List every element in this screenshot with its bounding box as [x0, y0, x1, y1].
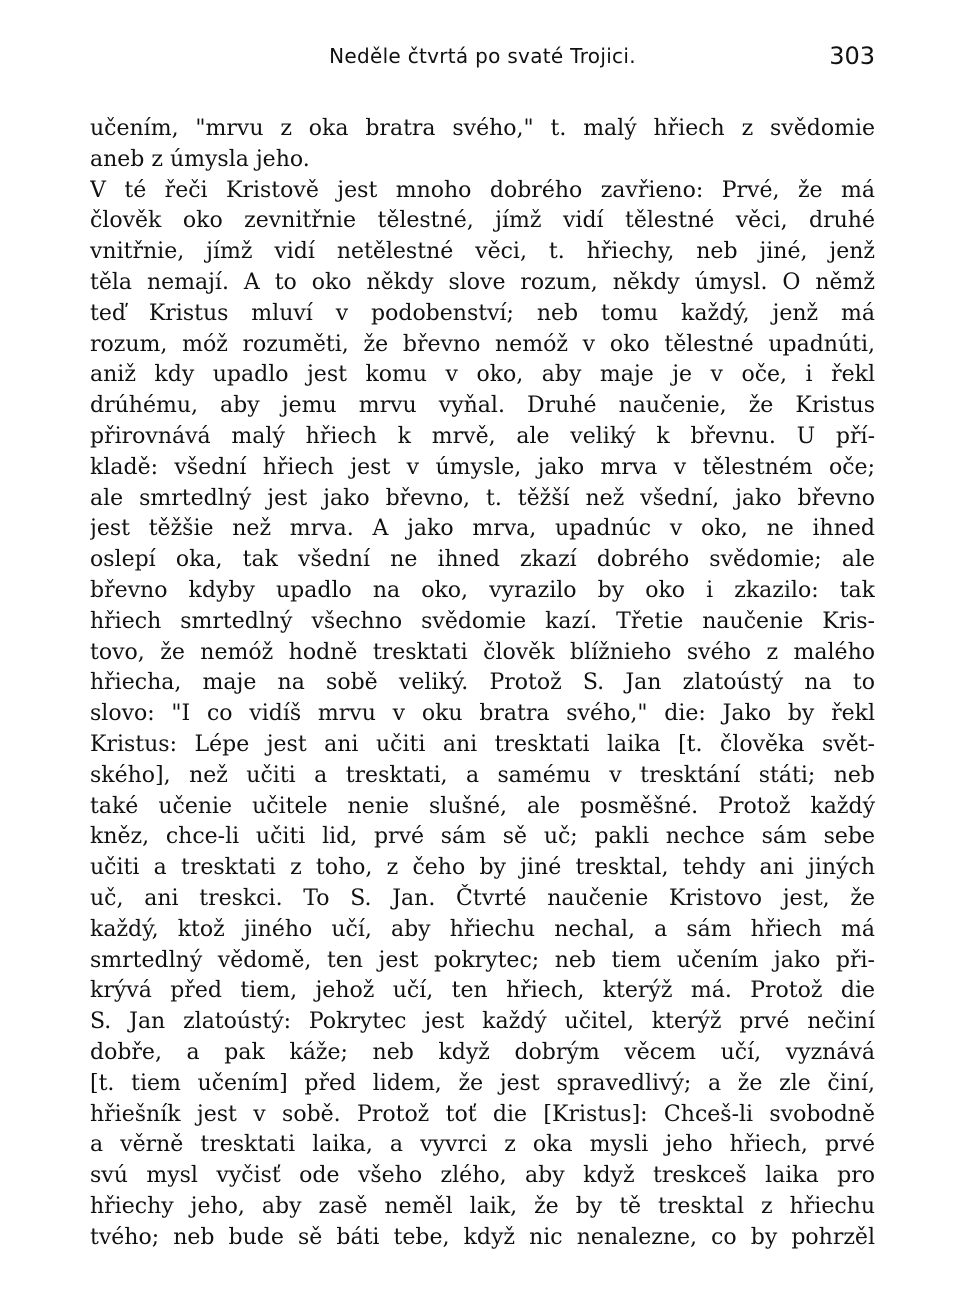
text-line: [t. tiem učením] před lidem, že jest spravedlivý; a že zle činí, — [90, 1070, 875, 1096]
text-line: slovo: "I co vidíš mrvu v oku bratra svého," die: Jako by řekl — [90, 701, 875, 727]
text-line: S. Jan zlatoústý: Pokrytec jest každý učitel, kterýž prvé nečiní — [90, 1009, 875, 1035]
text-line: smrtedlný vědomě, ten jest pokrytec; neb tiem učením jako při- — [90, 947, 875, 973]
text-line: aniž kdy upadlo jest komu v oko, aby maje je v oče, i řekl — [90, 362, 875, 388]
text-line: teď Kristus mluví v podobenství; neb tomu každý, jenž má — [90, 300, 875, 326]
text-line: člověk oko zevnitřnie tělestné, jímž vidí tělestné věci, druhé — [90, 208, 875, 234]
text-line: hřiech smrtedlný všechno svědomie kazí. Třetie naučenie Kris- — [90, 608, 875, 634]
text-line: břevno kdyby upadlo na oko, vyrazilo by oko i zkazilo: tak — [90, 577, 875, 603]
text-line: V té řeči Kristově jest mnoho dobrého zavřieno: Prvé, že má — [90, 177, 875, 203]
text-line: hřiechy jeho, aby zasě neměl laik, že by tě tresktal z hřiechu — [90, 1193, 875, 1219]
text-line: krývá před tiem, jehož učí, ten hřiech, kterýž má. Protož die — [90, 978, 875, 1004]
text-line: Kristus: Lépe jest ani učiti ani tresktati laika [t. člověka svět- — [90, 731, 875, 757]
text-line: ského], než učiti a tresktati, a samému v tresktání státi; neb — [90, 762, 875, 788]
text-line: aneb z úmysla jeho. — [90, 146, 310, 172]
text-line: ale smrtedlný jest jako břevno, t. těžší než všední, jako břevno — [90, 485, 875, 511]
body-text — [90, 114, 875, 1253]
text-line: jest těžšie než mrva. A jako mrva, upadnúc v oko, ne ihned — [90, 516, 875, 542]
text-line: oslepí oka, tak všední ne ihned zkazí dobrého svědomie; ale — [90, 547, 875, 573]
running-head — [90, 44, 875, 74]
text-line: tovo, že nemóž hodně tresktati člověk blížnieho svého z malého — [90, 639, 875, 665]
text-line: tvého; neb bude sě báti tebe, když nic nenalezne, co by pohrzěl — [90, 1224, 875, 1250]
text-line: také učenie učitele nenie slušné, ale posměšné. Protož každý — [90, 793, 875, 819]
text-line: kladě: všední hřiech jest v úmysle, jako mrva v tělestném oče; — [90, 454, 875, 480]
text-line: dobře, a pak káže; neb když dobrým věcem učí, vyznává — [90, 1039, 875, 1065]
text-line: každý, ktož jiného učí, aby hřiechu nechal, a sám hřiech má — [90, 916, 875, 942]
text-line: těla nemají. A to oko někdy slove rozum, někdy úmysl. O němž — [90, 269, 875, 295]
page-number: 303 — [829, 42, 875, 70]
text-line: přirovnává malý hřiech k mrvě, ale veliký k břevnu. U pří- — [90, 423, 875, 449]
text-line: svú mysl vyčisť ode všeho zlého, aby když treskceš laika pro — [90, 1163, 875, 1189]
text-line: učiti a tresktati z toho, z čeho by jiné tresktal, tehdy ani jiných — [90, 855, 875, 881]
text-line: hřiešník jest v sobě. Protož toť die [Kristus]: Chceš-li svobodně — [90, 1101, 875, 1127]
text-line: rozum, móž rozuměti, že břevno nemóž v oko tělestné upadnúti, — [90, 331, 875, 357]
text-line: hřiecha, maje na sobě veliký. Protož S. Jan zlatoústý na to — [90, 670, 875, 696]
text-line: vnitřnie, jímž vidí netělestné věci, t. hřiechy, neb jiné, jenž — [90, 239, 875, 265]
text-line: a věrně tresktati laika, a vyvrci z oka mysli jeho hřiech, prvé — [90, 1132, 875, 1158]
text-line: kněz, chce-li učiti lid, prvé sám sě uč; pakli nechce sám sebe — [90, 824, 875, 850]
text-line: drúhému, aby jemu mrvu vyňal. Druhé naučenie, že Kristus — [90, 393, 875, 419]
running-head-title: Neděle čtvrtá po svaté Trojici. — [329, 44, 636, 68]
text-line: učením, "mrvu z oka bratra svého," t. malý hřiech z svědomie — [90, 116, 875, 141]
text-line: uč, ani treskci. To S. Jan. Čtvrté naučenie Kristovo jest, že — [90, 885, 875, 911]
